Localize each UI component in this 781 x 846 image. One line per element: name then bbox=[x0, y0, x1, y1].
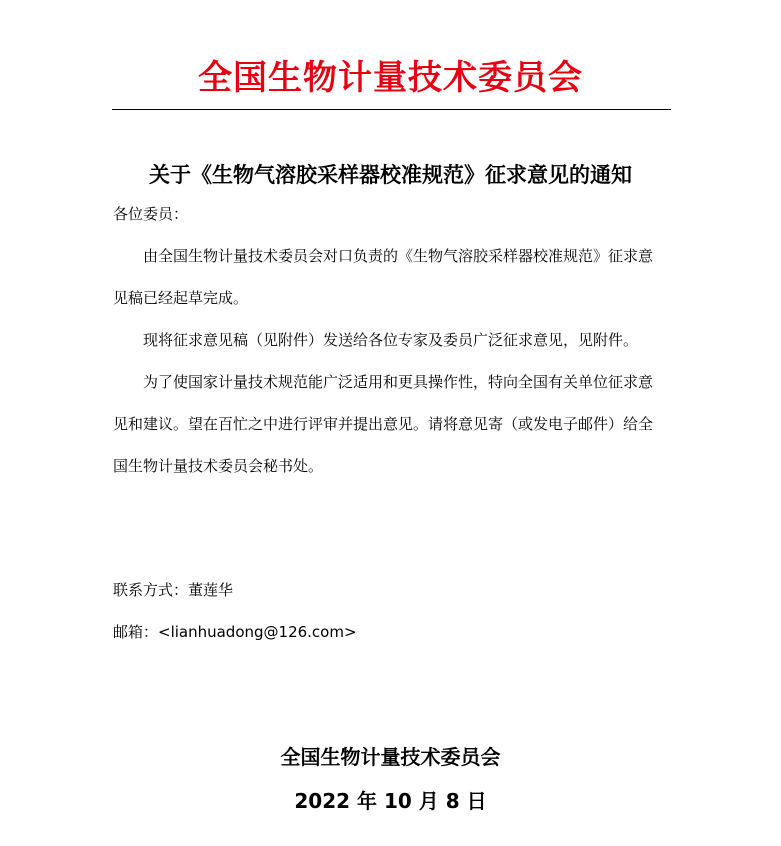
paragraph-attachment: 现将征求意见稿（见附件）发送给各位专家及委员广泛征求意见，见附件。 bbox=[143, 331, 639, 349]
salutation: 各位委员： bbox=[113, 205, 189, 223]
footer-organization: 全国生物计量技术委员会 bbox=[280, 745, 501, 769]
paragraph-request-feedback: 为了使国家计量技术规范能广泛适用和更具操作性，特向全国有关单位征求意见和建议。望在百忙之中进行评审并提出意见。请将意见寄（或发电子邮件）给全国生物计量技术委员会秘书处。 bbox=[113, 373, 654, 475]
notice-title: 关于《生物气溶胶采样器校准规范》征求意见的通知 bbox=[149, 163, 632, 187]
contact-email: 邮箱：<lianhuadong@126.com> bbox=[113, 623, 357, 641]
header-organization-title: 全国生物计量技术委员会 bbox=[198, 58, 583, 98]
notice-body bbox=[113, 235, 663, 487]
footer-date: 2022 年 10 月 8 日 bbox=[294, 789, 487, 813]
paragraph-drafting-complete: 由全国生物计量技术委员会对口负责的《生物气溶胶采样器校准规范》征求意见稿已经起草完成。 bbox=[113, 247, 654, 307]
contact-person: 联系方式：董莲华 bbox=[113, 581, 234, 599]
header-divider bbox=[112, 109, 671, 110]
